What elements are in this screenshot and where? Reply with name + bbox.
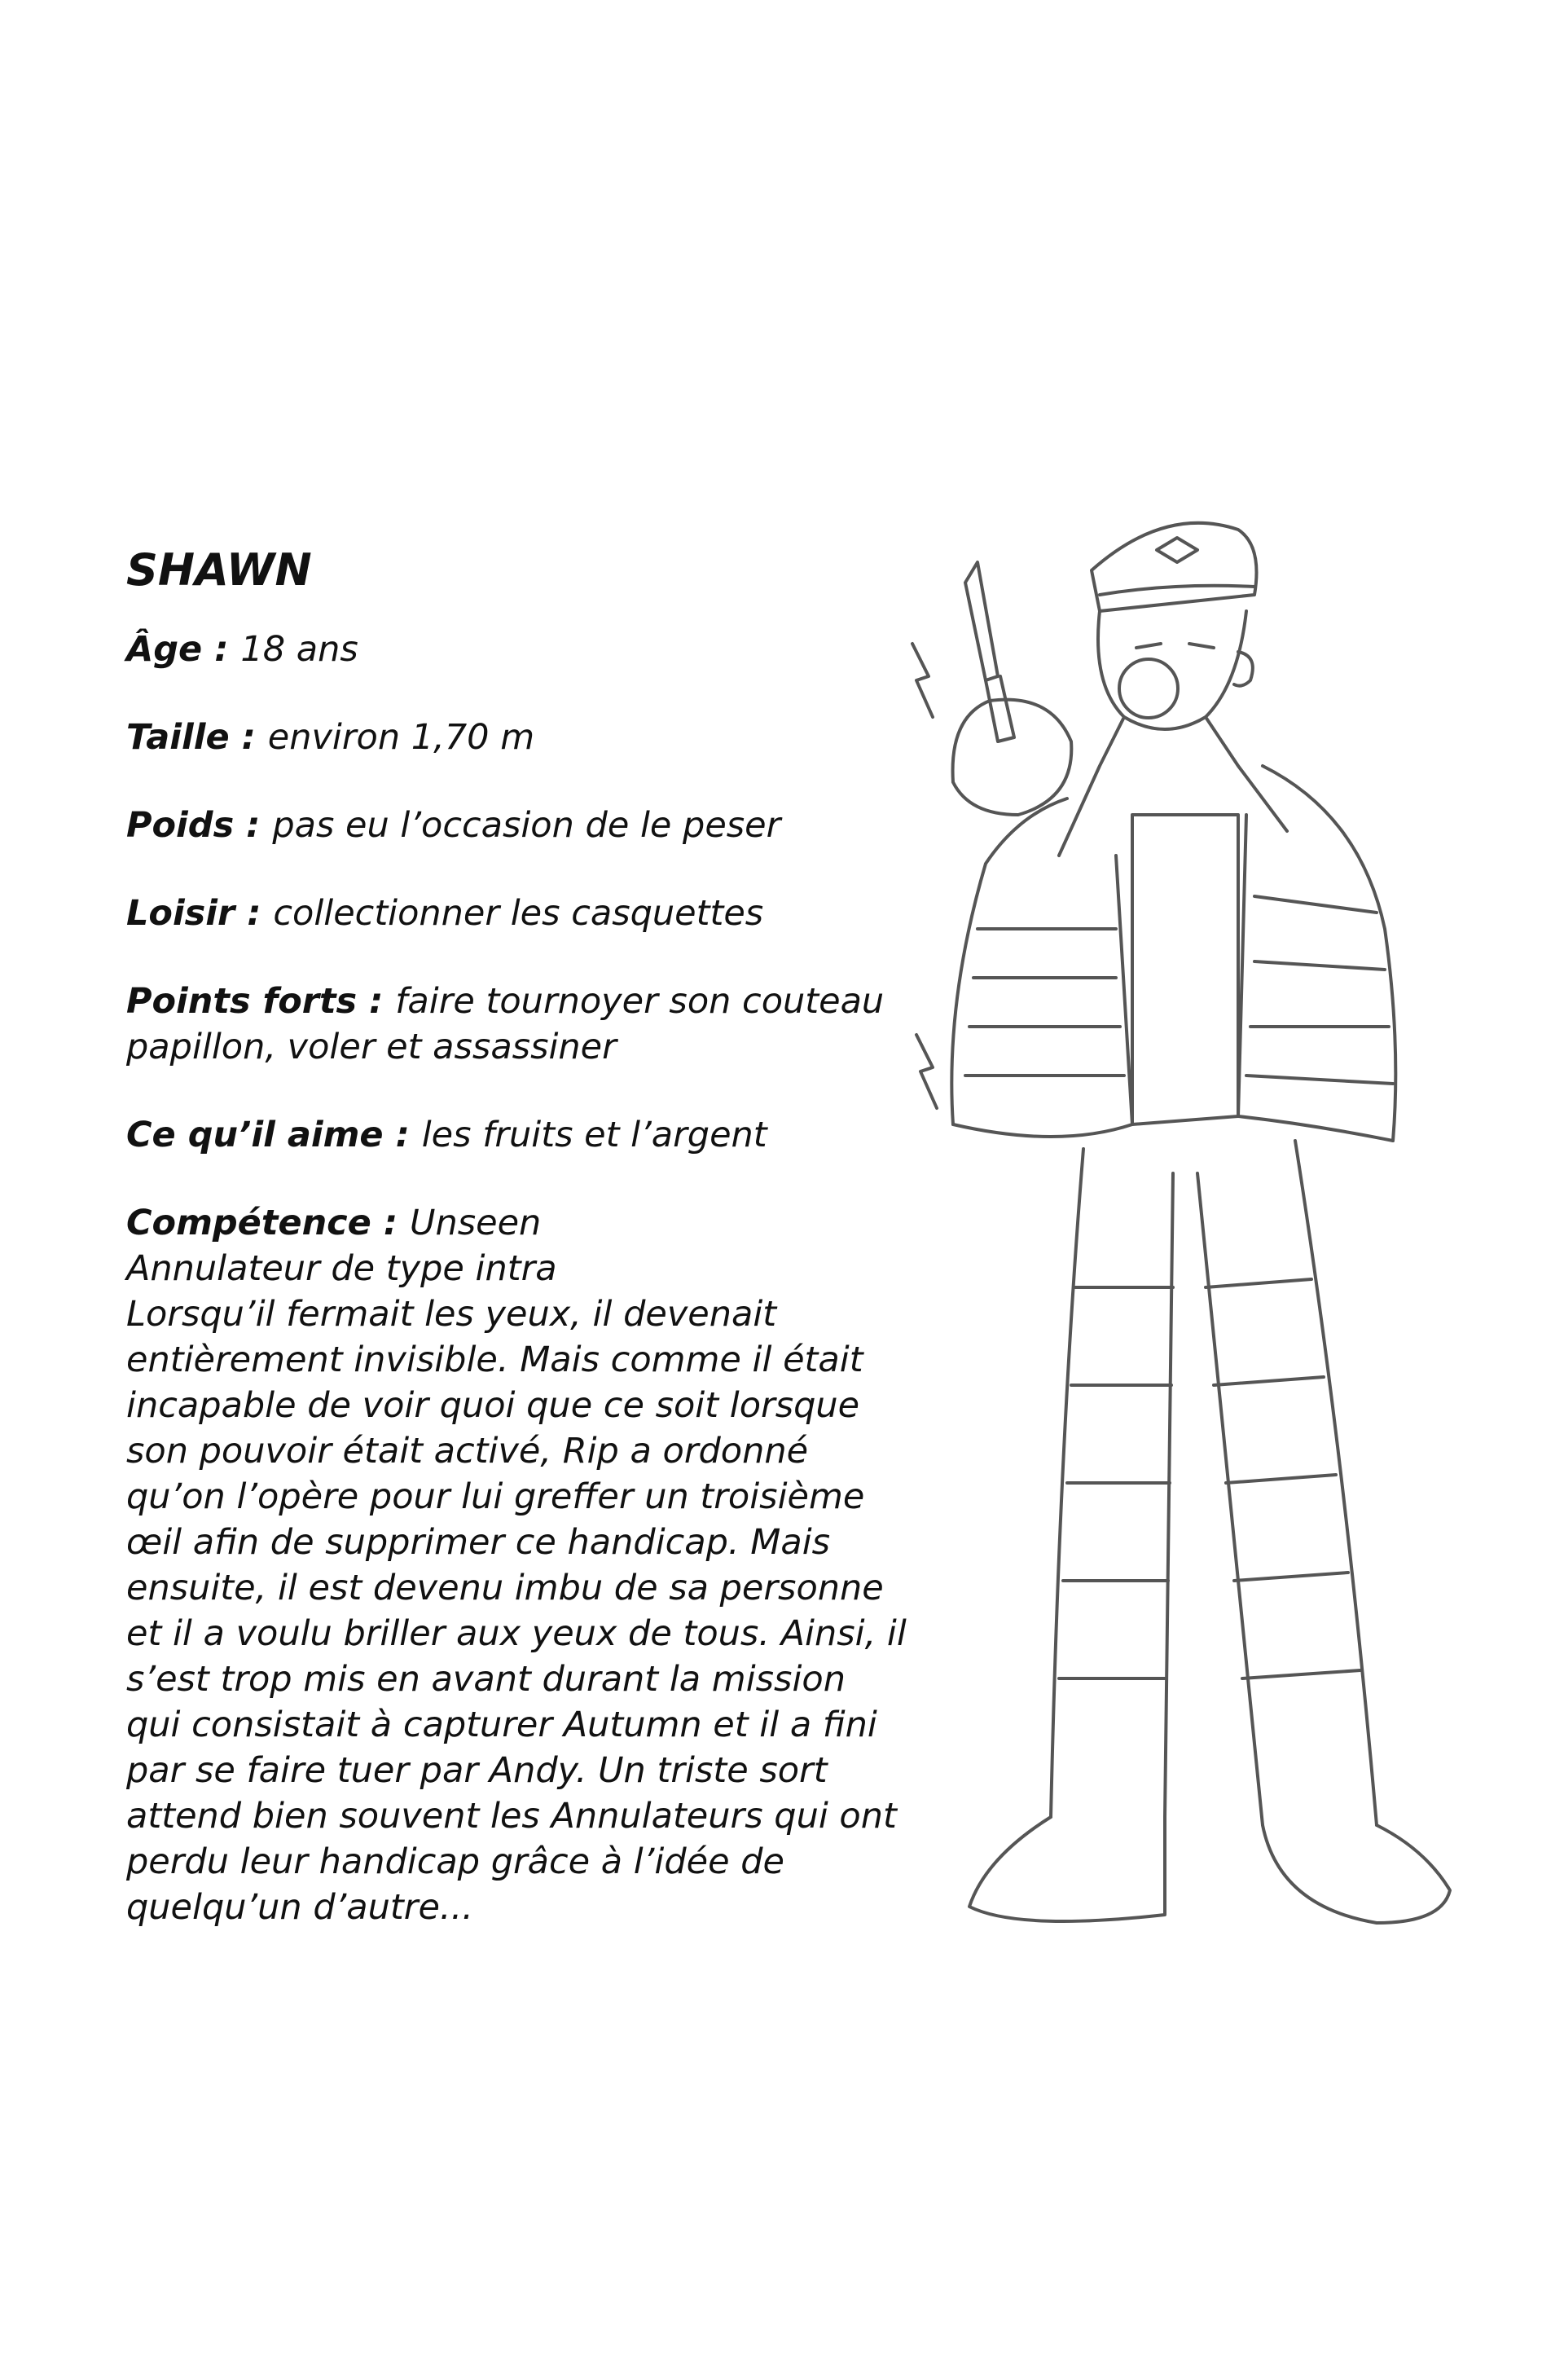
field-hobby: Loisir : collectionner les casquettes <box>126 893 764 934</box>
field-ability: Compétence : Unseen Annulateur de type intra Lorsqu’il fermait les yeux, il devenait entièrement invisible. Mais comme il était incapable de voir quoi que ce soit lorsque son pouvoir était activé, Rip a ordonné qu’on l’opère pour lui greffer un troisième œil afin de supprimer ce handicap. Mais ensuite, il est devenu imbu de sa personne et il a voulu briller aux yeux de tous. Ainsi, il s’est trop mis en avant durant la mission qui consistait à capturer Autumn et il a fini par se faire tuer par Andy. Un triste sort attend bien souvent les Annulateurs qui ont perdu leur handicap grâce à l’idée de quelqu’un d’autre... <box>126 1200 908 1930</box>
field-value: les fruits et l’argent <box>421 1115 767 1155</box>
field-weight: Poids : pas eu l’occasion de le peser <box>126 805 781 846</box>
character-illustration <box>855 473 1491 2004</box>
character-name: SHAWN <box>126 544 312 596</box>
field-value: collectionner les casquettes <box>273 893 764 934</box>
field-label: Points forts <box>126 981 358 1022</box>
ability-type: Annulateur de type intra <box>126 1248 557 1289</box>
field-likes: Ce qu’il aime : les fruits et l’argent <box>126 1115 767 1155</box>
character-sketch <box>855 473 1491 2004</box>
field-age: Âge : 18 ans <box>126 629 358 670</box>
field-value: 18 ans <box>240 629 358 670</box>
field-label: Compétence <box>126 1203 371 1243</box>
ability-name: Unseen <box>409 1203 542 1243</box>
field-value: environ 1,70 m <box>267 717 535 758</box>
field-label: Poids <box>126 805 235 846</box>
ability-description: Lorsqu’il fermait les yeux, il devenait entièrement invisible. Mais comme il était incapable de voir quoi que ce soit lorsque son pouvoir était activé, Rip a ordonné qu’on l’opère pour lui greffer un troisième œil afin de supprimer ce handicap. Mais ensuite, il est devenu imbu de sa personne et il a voulu briller aux yeux de tous. Ainsi, il s’est trop mis en avant durant la mission qui consistait à capturer Autumn et il a fini par se faire tuer par Andy. Un triste sort attend bien souvent les Annulateurs qui ont perdu leur handicap grâce à l’idée de quelqu’un d’autre... <box>126 1294 907 1928</box>
field-label: Ce qu’il aime <box>126 1115 384 1155</box>
field-height: Taille : environ 1,70 m <box>126 717 535 758</box>
character-profile <box>126 542 908 1973</box>
field-strengths: Points forts : faire tournoyer son couteau papillon, voler et assassiner <box>126 981 885 1067</box>
field-label: Loisir <box>126 893 235 934</box>
field-value: pas eu l’occasion de le peser <box>272 805 781 846</box>
field-value: faire tournoyer son couteau papillon, voler et assassiner <box>126 981 885 1067</box>
field-label: Âge <box>126 629 203 670</box>
field-label: Taille <box>126 717 230 758</box>
